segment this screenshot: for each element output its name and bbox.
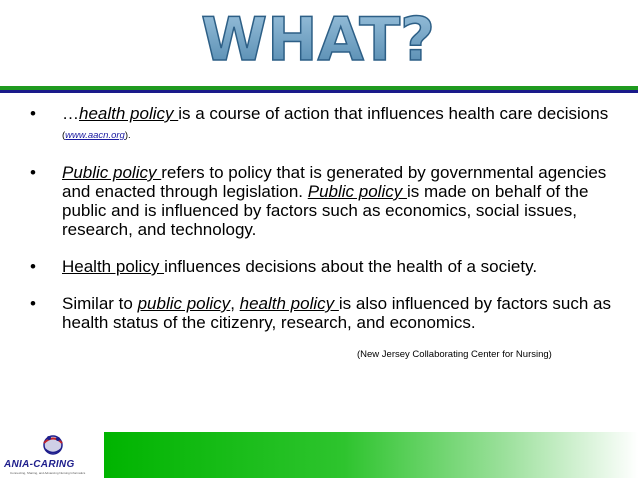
bullet-text: is made on behalf of the public and is influenced by factors such as economics, social issues, research, and technology. xyxy=(62,182,589,239)
bullet-lead: … xyxy=(62,104,79,123)
term-public-policy: Public policy xyxy=(307,182,407,201)
bullet-item xyxy=(24,257,624,276)
bullet-dot: • xyxy=(30,163,36,182)
term-health-policy: Health policy xyxy=(62,257,165,276)
term-health-policy: health policy xyxy=(239,294,339,313)
bullet-text: influences decisions about the health of a society. xyxy=(164,257,538,276)
title-graphic xyxy=(0,0,638,86)
bullet-text: is also influenced by factors such as health status of the citizenry, research, and economics. xyxy=(62,294,612,332)
source-close: ). xyxy=(124,130,131,141)
term-health-policy: health policy xyxy=(79,104,179,123)
source-link[interactable]: www.aacn.org xyxy=(65,130,125,141)
bullet-dot: • xyxy=(30,104,36,123)
bullet-item xyxy=(24,104,624,145)
title-rule-navy xyxy=(0,90,638,93)
bullet-list xyxy=(24,104,624,350)
citation: (New Jersey Collaborating Center for Nursing) xyxy=(357,349,552,360)
bullet-item xyxy=(24,163,624,239)
term-public-policy: public policy xyxy=(137,294,231,313)
bullet-dot: • xyxy=(30,257,36,276)
slide-title xyxy=(0,0,638,84)
source-open: ( xyxy=(62,130,66,141)
logo-text: ANIA-CARING xyxy=(4,459,75,470)
bullet-dot: • xyxy=(30,294,36,313)
bullet-separator: , xyxy=(230,294,240,313)
bullet-text: is a course of action that influences health care decisions xyxy=(178,104,609,123)
footer-gradient-bar xyxy=(104,432,638,478)
term-public-policy: Public policy xyxy=(62,163,162,182)
logo-tagline: Connecting, Sharing, and Advancing Nursing Informatics xyxy=(10,471,86,475)
title-text: WHAT? xyxy=(201,5,435,75)
bullet-text: refers to policy that is generated by governmental agencies and enacted through legislation. xyxy=(62,163,607,201)
bullet-lead: Similar to xyxy=(62,294,138,313)
bullet-item xyxy=(24,294,624,332)
